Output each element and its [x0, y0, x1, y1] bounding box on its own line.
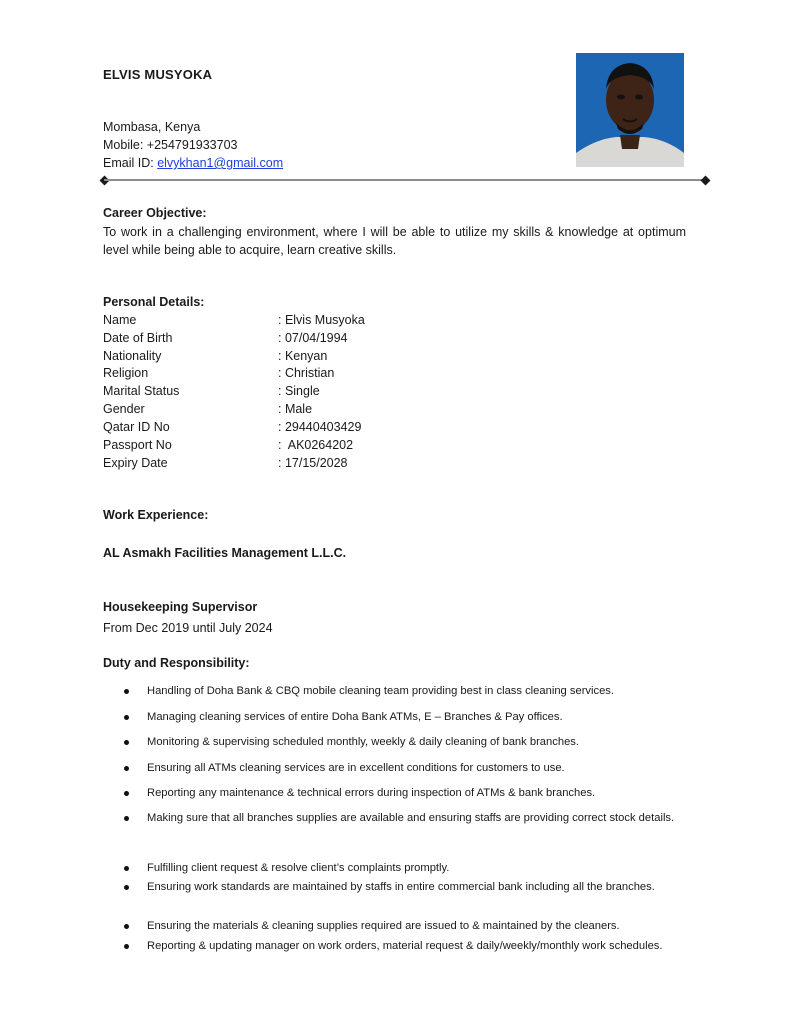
duty-text: Making sure that all branches supplies are available and ensuring staffs are providing correct stock details.	[147, 812, 675, 824]
duty-text: Ensuring the materials & cleaning supplies required are issued to & maintained by the cleaners.	[147, 920, 620, 932]
bullet-icon	[124, 766, 129, 771]
personal-detail-value: : 29440403429	[278, 420, 362, 434]
personal-detail-value: : 07/04/1994	[278, 331, 348, 345]
bullet-icon	[124, 816, 129, 821]
personal-detail-row	[103, 402, 503, 420]
email-label: Email ID:	[103, 156, 158, 170]
personal-detail-label: Qatar ID No	[103, 420, 170, 434]
candidate-name: ELVIS MUSYOKA	[103, 67, 213, 82]
personal-detail-row	[103, 438, 503, 456]
bullet-icon	[124, 715, 129, 720]
location-text: Mombasa, Kenya	[103, 120, 201, 134]
bullet-icon	[124, 924, 129, 929]
personal-detail-label: Marital Status	[103, 384, 180, 398]
personal-detail-row	[103, 420, 503, 438]
email-link[interactable]: elvykhan1@gmail.com	[157, 156, 284, 170]
job-title: Housekeeping Supervisor	[103, 600, 258, 614]
bullet-icon	[124, 866, 129, 871]
employment-period: From Dec 2019 until July 2024	[103, 621, 273, 635]
duty-text: Monitoring & supervising scheduled monthly, weekly & daily cleaning of bank branches.	[147, 736, 579, 748]
personal-detail-value: : Christian	[278, 366, 335, 380]
personal-detail-label: Religion	[103, 366, 149, 380]
personal-detail-row	[103, 384, 503, 402]
personal-detail-value: : AK0264202	[278, 438, 354, 452]
work-experience-heading: Work Experience:	[103, 508, 209, 522]
personal-detail-value: : Elvis Musyoka	[278, 313, 365, 327]
personal-detail-label: Nationality	[103, 349, 162, 363]
personal-detail-label: Date of Birth	[103, 331, 173, 345]
personal-detail-value: : Kenyan	[278, 349, 328, 363]
personal-detail-row	[103, 349, 503, 367]
duty-text: Reporting & updating manager on work orders, material request & daily/weekly/monthly work schedules.	[147, 940, 663, 952]
duty-text: Handling of Doha Bank & CBQ mobile cleaning team providing best in class cleaning services.	[147, 685, 615, 697]
bullet-icon	[124, 689, 129, 694]
personal-detail-label: Name	[103, 313, 137, 327]
email-line	[103, 156, 283, 170]
profile-photo	[576, 53, 684, 167]
mobile-text: Mobile: +254791933703	[103, 138, 238, 152]
duty-text: Ensuring all ATMs cleaning services are in excellent conditions for customers to use.	[147, 762, 565, 774]
career-objective-text: To work in a challenging environment, where I will be able to utilize my skills & knowledge at optimum level while being able to acquire, learn creative skills.	[103, 225, 686, 257]
career-objective-heading: Career Objective:	[103, 206, 207, 220]
duty-heading: Duty and Responsibility:	[103, 656, 250, 670]
personal-detail-label: Expiry Date	[103, 456, 168, 470]
header-divider	[104, 179, 706, 181]
personal-detail-row	[103, 456, 503, 474]
personal-detail-value: : Single	[278, 384, 320, 398]
bullet-icon	[124, 944, 129, 949]
duty-text: Fulfilling client request & resolve client’s complaints promptly.	[147, 862, 450, 874]
personal-detail-value: : Male	[278, 402, 313, 416]
personal-detail-value: : 17/15/2028	[278, 456, 348, 470]
divider-right-diamond	[701, 176, 711, 186]
bullet-icon	[124, 885, 129, 890]
duty-text: Ensuring work standards are maintained by staffs in entire commercial bank including all the branches.	[147, 881, 655, 893]
personal-detail-label: Gender	[103, 402, 145, 416]
personal-detail-row	[103, 366, 503, 384]
personal-detail-row	[103, 313, 503, 331]
personal-detail-row	[103, 331, 503, 349]
personal-details-heading: Personal Details:	[103, 295, 205, 309]
duty-text: Managing cleaning services of entire Doha Bank ATMs, E – Branches & Pay offices.	[147, 711, 563, 723]
bullet-icon	[124, 791, 129, 796]
company-name: AL Asmakh Facilities Management L.L.C.	[103, 546, 347, 560]
duty-text: Reporting any maintenance & technical errors during inspection of ATMs & bank branches.	[147, 787, 596, 799]
personal-detail-label: Passport No	[103, 438, 172, 452]
bullet-icon	[124, 740, 129, 745]
